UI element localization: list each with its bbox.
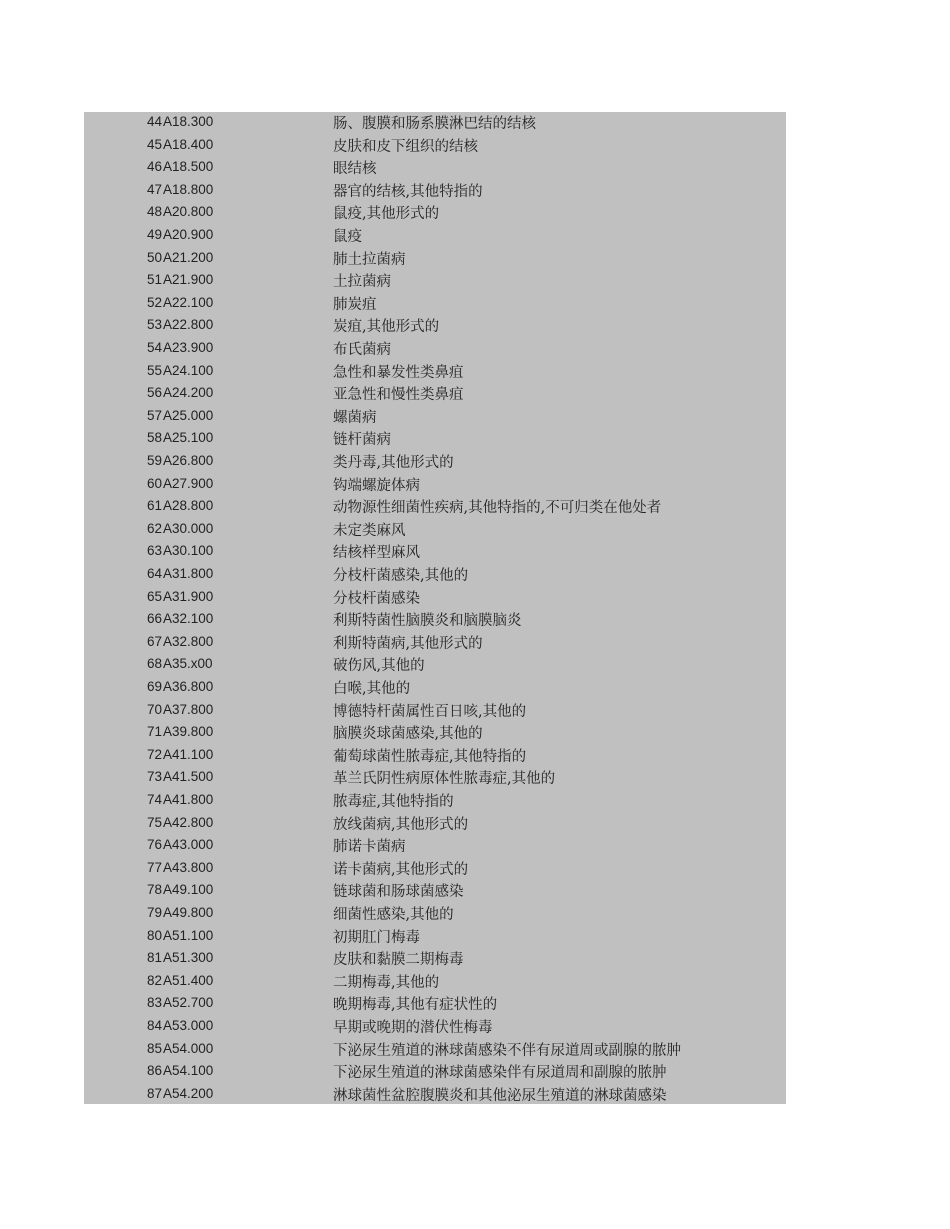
diagnosis-name-cell: 亚急性和慢性类鼻疽 [333,387,464,404]
table-row [84,293,786,316]
icd-code-cell: A18.300 [163,114,214,129]
table-row [84,1061,786,1084]
diagnosis-name-cell: 革兰氏阴性病原体性脓毒症,其他的 [333,771,556,788]
table-row [84,790,786,813]
diagnosis-name-cell: 白喉,其他的 [333,681,411,697]
table-row [84,270,786,293]
spreadsheet-table [84,112,786,1104]
diagnosis-name-cell: 皮肤和黏膜二期梅毒 [333,952,464,969]
diagnosis-name-cell: 皮肤和皮下组织的结核 [333,138,478,155]
row-number-cell: 47 [146,181,162,197]
diagnosis-name-cell: 链球菌和肠球菌感染 [333,884,464,901]
diagnosis-name-cell: 钩端螺旋体病 [333,477,420,494]
row-number-cell: 74 [146,792,162,807]
row-number-cell: 58 [146,430,162,446]
table-row [84,971,786,994]
icd-code-cell: A23.900 [163,340,214,355]
icd-code-cell: A30.000 [163,520,214,536]
table-row [84,225,786,248]
diagnosis-name-cell: 博德特杆菌属性百日咳,其他的 [333,703,527,720]
diagnosis-name-cell: 初期肛门梅毒 [333,929,420,946]
icd-code-cell: A25.000 [163,407,214,423]
icd-code-cell: A41.100 [163,746,214,762]
diagnosis-name-cell: 下泌尿生殖道的淋球菌感染伴有尿道周和副腺的脓肿 [333,1065,667,1082]
diagnosis-name-cell: 晚期梅毒,其他有症状性的 [333,997,498,1014]
diagnosis-name-cell: 链杆菌病 [333,432,391,449]
table-row [84,451,786,474]
diagnosis-name-cell: 动物源性细菌性疾病,其他特指的,不可归类在他处者 [333,500,662,517]
diagnosis-name-cell: 二期梅毒,其他的 [333,974,440,991]
icd-code-cell: A51.100 [163,927,214,943]
icd-code-cell: A43.800 [163,859,214,875]
row-number-cell: 81 [146,950,162,966]
row-number-cell: 56 [146,385,162,401]
icd-code-cell: A52.700 [163,995,214,1011]
row-number-cell: 73 [146,769,162,785]
icd-code-cell: A54.200 [163,1085,214,1101]
icd-code-cell: A26.800 [163,453,214,468]
table-row [84,1084,786,1107]
table-row [84,654,786,677]
table-row [84,677,786,700]
row-number-cell: 51 [146,272,162,288]
table-row [84,926,786,949]
row-number-cell: 87 [146,1085,162,1101]
row-number-cell: 85 [146,1040,162,1056]
row-number-cell: 49 [146,227,162,242]
icd-code-cell: A18.400 [163,136,214,152]
diagnosis-name-cell: 脑膜炎球菌感染,其他的 [333,726,483,743]
table-row [84,880,786,903]
row-number-cell: 69 [146,679,162,694]
diagnosis-name-cell: 分枝杆菌感染,其他的 [333,568,469,584]
row-number-cell: 48 [146,204,162,220]
icd-code-cell: A21.200 [163,249,214,265]
icd-code-cell: A24.100 [163,362,214,378]
row-number-cell: 77 [146,859,162,875]
row-number-cell: 54 [146,340,162,355]
diagnosis-name-cell: 器官的结核,其他特指的 [333,183,483,200]
row-number-cell: 83 [146,995,162,1011]
diagnosis-name-cell: 诺卡菌病,其他形式的 [333,861,469,878]
icd-code-cell: A32.800 [163,633,214,649]
icd-code-cell: A21.900 [163,272,214,288]
diagnosis-name-cell: 未定类麻风 [333,522,406,539]
table-row [84,903,786,926]
row-number-cell: 61 [146,498,162,514]
table-row [84,361,786,384]
icd-code-cell: A18.800 [163,181,214,197]
table-row [84,609,786,632]
row-number-cell: 62 [146,520,162,536]
diagnosis-name-cell: 下泌尿生殖道的淋球菌感染不伴有尿道周或副腺的脓肿 [333,1042,681,1059]
table-row [84,157,786,180]
icd-code-cell: A54.000 [163,1040,214,1056]
table-row [84,632,786,655]
diagnosis-name-cell: 利斯特菌性脑膜炎和脑膜脑炎 [333,613,522,630]
row-number-cell: 59 [146,453,162,468]
table-row [84,315,786,338]
icd-code-cell: A31.800 [163,566,214,581]
diagnosis-name-cell: 土拉菌病 [333,274,391,291]
table-row [84,496,786,519]
icd-code-cell: A36.800 [163,679,214,694]
row-number-cell: 79 [146,905,162,920]
table-row [84,248,786,271]
table-row [84,406,786,429]
table-row [84,112,786,135]
table-row [84,180,786,203]
icd-code-cell: A35.x00 [163,656,213,672]
row-number-cell: 78 [146,882,162,898]
icd-code-cell: A24.200 [163,385,214,401]
row-number-cell: 45 [146,136,162,152]
table-row [84,948,786,971]
table-row [84,383,786,406]
row-number-cell: 68 [146,656,162,672]
diagnosis-name-cell: 炭疽,其他形式的 [333,319,440,336]
diagnosis-name-cell: 肺土拉菌病 [333,251,406,268]
row-number-cell: 65 [146,588,162,604]
row-number-cell: 75 [146,814,162,830]
row-number-cell: 50 [146,249,162,265]
icd-code-cell: A28.800 [163,498,214,514]
table-row [84,1016,786,1039]
icd-code-cell: A51.300 [163,950,214,966]
table-row [84,587,786,610]
row-number-cell: 76 [146,837,162,853]
icd-code-cell: A22.800 [163,317,214,333]
icd-code-cell: A43.000 [163,837,214,853]
icd-code-cell: A39.800 [163,724,214,740]
row-number-cell: 55 [146,362,162,378]
diagnosis-name-cell: 肺诺卡菌病 [333,839,406,856]
icd-code-cell: A41.500 [163,769,214,785]
table-row [84,993,786,1016]
diagnosis-name-cell: 淋球菌性盆腔腹膜炎和其他泌尿生殖道的淋球菌感染 [333,1087,667,1104]
table-row [84,564,786,587]
table-row [84,745,786,768]
icd-code-cell: A53.000 [163,1018,214,1033]
row-number-cell: 63 [146,543,162,559]
diagnosis-name-cell: 结核样型麻风 [333,545,420,562]
row-number-cell: 57 [146,407,162,423]
table-row [84,813,786,836]
table-row [84,722,786,745]
row-number-cell: 71 [146,724,162,740]
icd-code-cell: A32.100 [163,611,214,627]
diagnosis-name-cell: 破伤风,其他的 [333,658,425,675]
diagnosis-name-cell: 肠、腹膜和肠系膜淋巴结的结核 [333,116,536,132]
table-row [84,135,786,158]
icd-code-cell: A20.900 [163,227,214,242]
row-number-cell: 53 [146,317,162,333]
icd-code-cell: A22.100 [163,294,214,310]
icd-code-cell: A37.800 [163,701,214,717]
row-number-cell: 72 [146,746,162,762]
icd-code-cell: A30.100 [163,543,214,559]
table-row [84,541,786,564]
icd-code-cell: A25.100 [163,430,214,446]
table-row [84,428,786,451]
icd-code-cell: A41.800 [163,792,214,807]
table-row [84,519,786,542]
table-row [84,474,786,497]
icd-code-cell: A49.800 [163,905,214,920]
diagnosis-name-cell: 类丹毒,其他形式的 [333,455,454,471]
diagnosis-name-cell: 脓毒症,其他特指的 [333,794,454,810]
row-number-cell: 46 [146,159,162,175]
diagnosis-name-cell: 分枝杆菌感染 [333,590,420,607]
icd-code-cell: A31.900 [163,588,214,604]
row-number-cell: 64 [146,566,162,581]
row-number-cell: 60 [146,475,162,491]
icd-code-cell: A27.900 [163,475,214,491]
diagnosis-name-cell: 眼结核 [333,161,377,178]
table-row [84,1039,786,1062]
diagnosis-name-cell: 鼠疫,其他形式的 [333,206,440,223]
diagnosis-name-cell: 放线菌病,其他形式的 [333,816,469,833]
table-row [84,858,786,881]
row-number-cell: 82 [146,972,162,988]
diagnosis-name-cell: 布氏菌病 [333,342,391,358]
row-number-cell: 86 [146,1063,162,1079]
icd-code-cell: A49.100 [163,882,214,898]
table-row [84,202,786,225]
icd-code-cell: A42.800 [163,814,214,830]
diagnosis-name-cell: 螺菌病 [333,409,377,426]
table-row [84,767,786,790]
row-number-cell: 66 [146,611,162,627]
diagnosis-name-cell: 利斯特菌病,其他形式的 [333,635,483,652]
row-number-cell: 70 [146,701,162,717]
diagnosis-name-cell: 葡萄球菌性脓毒症,其他特指的 [333,748,527,765]
icd-code-cell: A18.500 [163,159,214,175]
diagnosis-name-cell: 鼠疫 [333,229,362,245]
diagnosis-name-cell: 肺炭疽 [333,296,377,313]
icd-code-cell: A54.100 [163,1063,214,1079]
table-row [84,338,786,361]
icd-code-cell: A20.800 [163,204,214,220]
row-number-cell: 84 [146,1018,162,1033]
table-row [84,835,786,858]
icd-code-cell: A51.400 [163,972,214,988]
diagnosis-name-cell: 急性和暴发性类鼻疽 [333,364,464,381]
diagnosis-name-cell: 早期或晚期的潜伏性梅毒 [333,1020,493,1036]
row-number-cell: 52 [146,294,162,310]
row-number-cell: 44 [146,114,162,129]
row-number-cell: 80 [146,927,162,943]
diagnosis-name-cell: 细菌性感染,其他的 [333,907,454,923]
row-number-cell: 67 [146,633,162,649]
table-row [84,700,786,723]
